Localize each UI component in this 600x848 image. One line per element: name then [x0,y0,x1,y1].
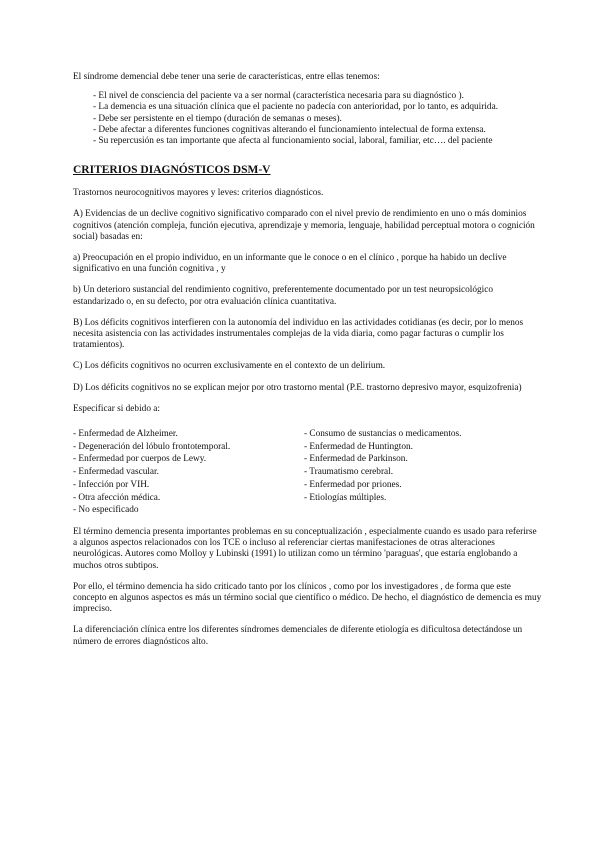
criterion-d: D) Los déficits cognitivos no se explican mejor por otro trastorno mental (P.E. trastorno depresivo mayor, esquizofrenia) [73,382,522,393]
etiology-item: - Enfermedad de Alzheimer. [73,429,178,440]
closing-paragraph: La diferenciación clínica entre los diferentes síndromes demenciales de diferente etiología es dificultosa detectándose un número de errores diagnósticos alto. [73,625,523,647]
etiology-item: - Enfermedad vascular. [73,467,159,478]
etiology-item [304,504,543,517]
etiology-item: - Enfermedad de Parkinson. [304,454,408,465]
list-item: - El nivel de consciencia del paciente va a ser normal (característica necesaria para su diagnóstico ). [93,91,464,102]
etiology-item: - Infección por VIH. [73,479,150,490]
list-item: - Su repercusión es tan importante que afecta al funcionamiento social, laboral, familiar, etc…. del paciente [93,136,493,147]
specify-heading: Especificar si debido a: [73,403,160,414]
list-item: - Debe afectar a diferentes funciones cognitivas alterando el funcionamiento intelectual de forma extensa. [93,124,486,135]
criterion-a-sub-a: a) Preocupación en el propio individuo, en un informante que le conoce o en el clínico , porque ha habido un declive significativo en una función cognitiva , y [73,253,507,275]
etiology-item: - Otra afección médica. [73,492,161,503]
etiology-item: - Degeneración del lóbulo frontotemporal. [73,441,231,452]
etiology-item: - Etiologías múltiples. [304,492,387,503]
intro-paragraph: El síndrome demencial debe tener una serie de características, entre ellas tenemos: [73,72,380,82]
section-heading: CRITERIOS DIAGNÓSTICOS DSM-V [73,164,271,177]
criterion-a-sub-b: b) Un deterioro sustancial del rendimiento cognitivo, preferentemente documentado por un test neuropsicológico estandarizado o, en su defecto, por otra evaluación clínica cuantitativa. [73,285,494,307]
etiology-item: - Enfermedad por cuerpos de Lewy. [73,454,207,465]
etiology-item: - Traumatismo cerebral. [304,467,394,478]
closing-paragraph: El término demencia presenta importantes problemas en su conceptualización , especialmente cuando es usado para referirse a algunos aspectos relacionados con los TCE o incluso al referenciar ciertas manifestaciones de otras alteraciones neurológicas. Autores como Molloy y Lubinski (1991) lo utilizan como un término 'paraguas', que estaría englobando a muchos otros subtipos. [73,526,537,571]
list-item: - Debe ser persistente en el tiempo (duración de semanas o meses). [93,113,342,124]
criterion-c: C) Los déficits cognitivos no ocurren exclusivamente en el contexto de un delirium. [73,361,386,372]
characteristics-list [73,91,543,147]
closing-paragraph: Por ello, el término demencia ha sido criticado tanto por los clínicos , como por los investigadores , de forma que este concepto en algunos aspectos es más un término social que científico o médico. De hecho, el diagnóstico de demencia es muy impreciso. [73,581,542,615]
criteria-subtitle: Trastornos neurocognitivos mayores y leves: criterios diagnósticos. [73,188,324,199]
etiology-grid [73,428,543,517]
etiology-item: - Enfermedad de Huntington. [304,441,413,452]
etiology-item: - No especificado [73,505,139,516]
document-body [73,72,543,658]
etiology-item: - Enfermedad por priones. [304,479,402,490]
criterion-b: B) Los déficits cognitivos interfieren con la autonomía del individuo en las actividades cotidianas (es decir, por lo menos necesita asistencia con las actividades instrumentales complejas de la vida diaria, como pagar facturas o cumplir los tratamientos). [73,317,524,351]
criterion-a: A) Evidencias de un declive cognitivo significativo comparado con el nivel previo de rendimiento en uno o más dominios cognitivos (atención compleja, función ejecutiva, aprendizaje y memoria, lenguaje, habilidad perceptual motora o cognición social) basadas en: [73,209,535,242]
list-item: - La demencia es una situación clínica que el paciente no padecía con anterioridad, por lo tanto, es adquirida. [93,102,499,113]
etiology-item: - Consumo de sustancias o medicamentos. [304,429,462,440]
